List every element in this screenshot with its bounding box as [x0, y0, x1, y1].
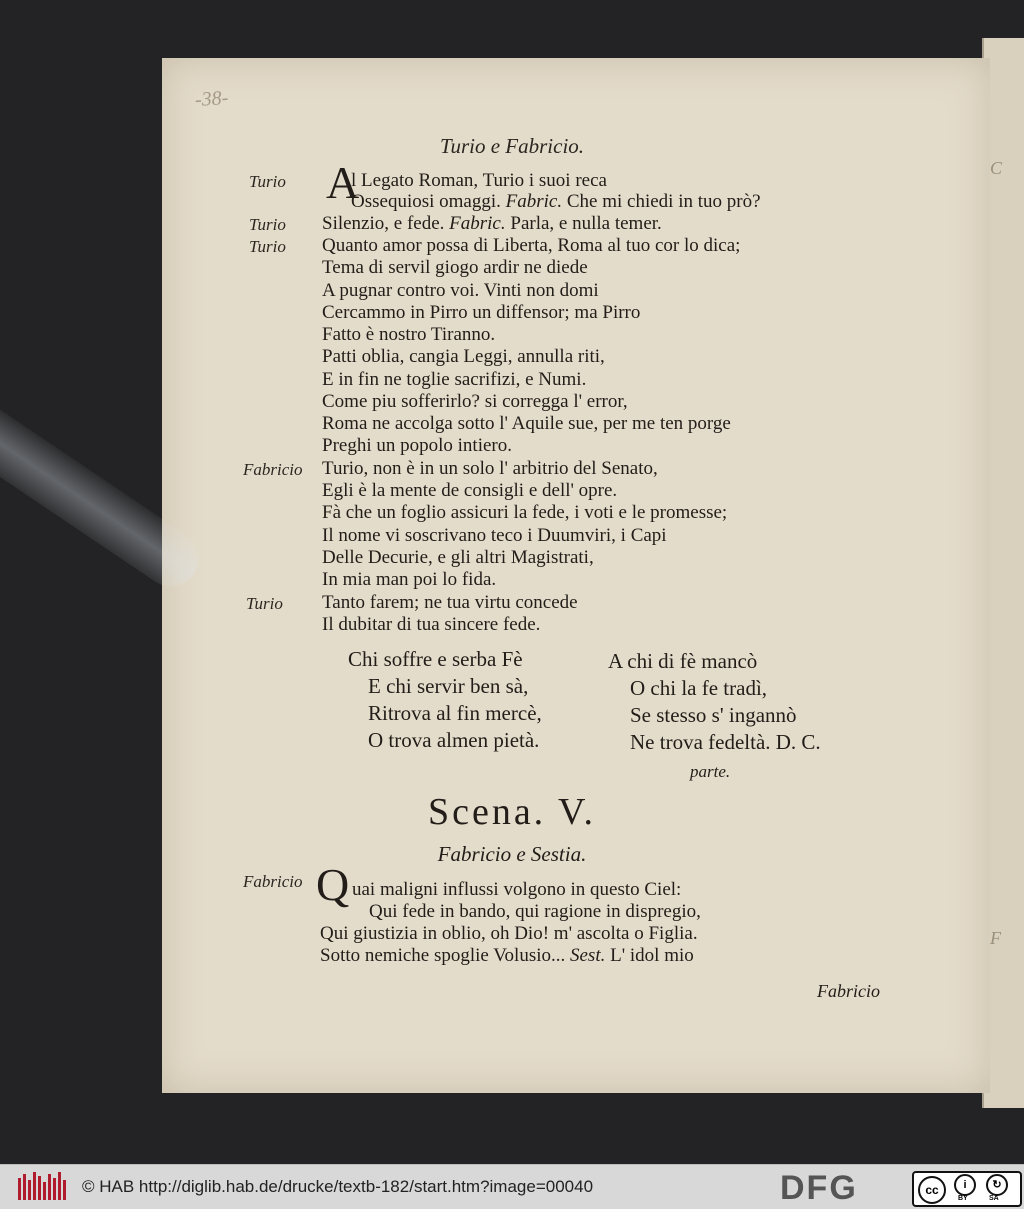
pencil-page-number: -38- [194, 86, 230, 112]
scene-heading: Scena. V. [427, 791, 597, 833]
verse-line: Sotto nemiche spoglie Volusio... Sest. L' idol mio [320, 945, 694, 966]
drop-cap: Q [316, 859, 350, 910]
cc-license-badge[interactable] [912, 1171, 1022, 1207]
stage-direction: parte. [690, 762, 731, 781]
verse-line: Come piu sofferirlo? si corregga l' error, [322, 391, 628, 412]
aria-right-line: Se stesso s' ingannò [630, 703, 797, 727]
cc-sa-label: SA [989, 1195, 999, 1202]
aria-left-line: O trova almen pietà. [368, 728, 540, 752]
share-alike-icon: ↻ [986, 1174, 1008, 1196]
speaker-label: Turio [249, 215, 286, 234]
viewer-footer [0, 1164, 1024, 1209]
verse-line: Fà che un foglio assicuri la fede, i voti e le promesse; [322, 502, 728, 523]
verse-line: Silenzio, e fede. Fabric. Parla, e nulla temer. [322, 213, 662, 234]
verse-line: Patti oblia, cangia Leggi, annulla riti, [322, 346, 605, 367]
verse-line: Il dubitar di tua sincere fede. [322, 614, 541, 635]
speaker-label: Turio [249, 237, 286, 256]
speaker-label: Turio [249, 172, 286, 191]
aria-right-line: Ne trova fedeltà. D. C. [630, 730, 821, 754]
verse-line: Qui fede in bando, qui ragione in dispregio, [369, 901, 701, 922]
speaker-label: Fabricio [243, 460, 303, 479]
cc-by-label: BY [958, 1195, 968, 1202]
verse-line: Ossequiosi omaggi. Fabric. Che mi chiedi in tuo prò? [351, 191, 761, 212]
running-header: Turio e Fabricio. [439, 134, 585, 158]
speaker-label: Turio [246, 594, 283, 613]
verse-line: l Legato Roman, Turio i suoi reca [351, 170, 607, 191]
dfg-logo: DFG [780, 1169, 858, 1207]
person-icon: i [954, 1174, 976, 1196]
scene-characters: Fabricio e Sestia. [437, 842, 587, 866]
catchword: Fabricio [817, 981, 880, 1001]
aria-left-line: Ritrova al fin mercè, [368, 701, 542, 725]
verse-line: A pugnar contro voi. Vinti non domi [322, 280, 599, 301]
verse-line: E in fin ne toglie sacrifizi, e Numi. [322, 369, 587, 390]
verse-line: Qui giustizia in oblio, oh Dio! m' ascolta o Figlia. [320, 923, 698, 944]
cc-icon: cc [918, 1176, 946, 1204]
aria-left-line: E chi servir ben sà, [368, 674, 529, 698]
speaker-inline: Fabric. [505, 191, 563, 212]
verse-line: Il nome vi soscrivano teco i Duumviri, i Capi [322, 525, 667, 546]
speaker-inline: Fabric. [449, 213, 506, 234]
verse-line: Egli è la mente de consigli e dell' opre. [322, 480, 618, 501]
speaker-inline: Sest. [570, 945, 606, 966]
verse-line: Roma ne accolga sotto l' Aquile sue, per me ten porge [322, 413, 731, 434]
verse-line: Tanto farem; ne tua virtu concede [322, 592, 578, 613]
verse-line: In mia man poi lo fida. [322, 569, 497, 590]
verse-line: Delle Decurie, e gli altri Magistrati, [322, 547, 594, 568]
aria-right-line: O chi la fe tradì, [630, 676, 768, 700]
aria-left-line: Chi soffre e serba Fè [348, 647, 523, 671]
verse-line: Turio, non è in un solo l' arbitrio del Senato, [322, 458, 658, 479]
speaker-label: Fabricio [243, 872, 303, 891]
verse-line: Quanto amor possa di Liberta, Roma al tuo cor lo dica; [322, 235, 741, 256]
adjacent-page-edge: C F [982, 38, 1024, 1108]
drop-cap: A [326, 157, 360, 208]
aria-right-line: A chi di fè mancò [608, 649, 758, 673]
verse-line: uai maligni influssi volgono in questo Ciel: [352, 879, 682, 900]
verse-line: Cercammo in Pirro un diffensor; ma Pirro [322, 302, 641, 323]
verse-line: Fatto è nostro Tiranno. [322, 324, 496, 345]
verse-line: Tema di servil giogo ardir ne diede [322, 257, 588, 278]
verse-line: Preghi un popolo intiero. [322, 435, 512, 456]
hab-logo-icon [18, 1172, 66, 1202]
copyright-link[interactable]: © HAB http://diglib.hab.de/drucke/textb-182/start.htm?image=00040 [82, 1177, 594, 1196]
